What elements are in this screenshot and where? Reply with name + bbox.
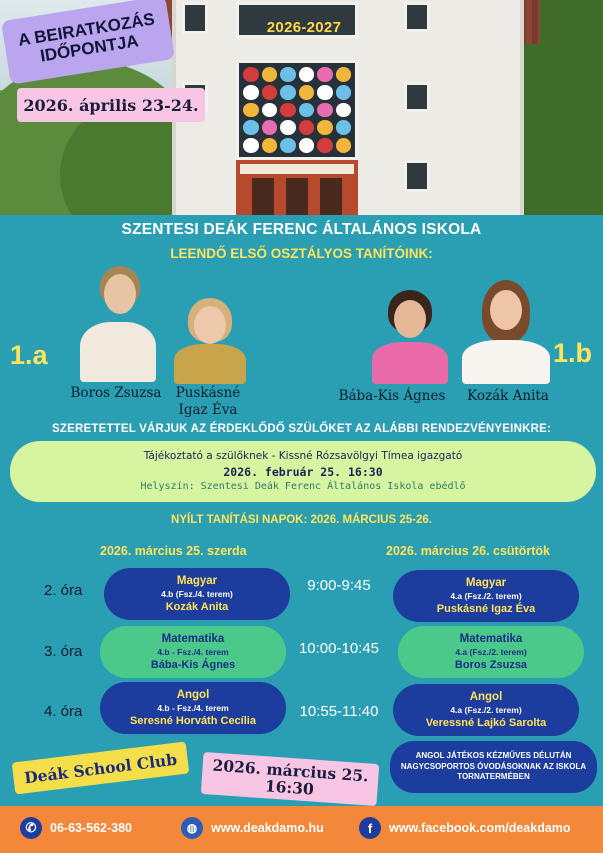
teachers-subtitle: LEENDŐ ELSŐ OSZTÁLYOS TANÍTÓINK:: [170, 246, 433, 261]
period-time: 10:55-11:40: [299, 703, 379, 720]
day-heading-2: 2026. március 26. csütörtök: [386, 544, 550, 558]
door: [286, 178, 308, 215]
lesson-subject: Magyar: [176, 574, 218, 587]
entrance-sign: [240, 164, 354, 174]
teacher-portrait: [370, 290, 450, 384]
lesson-teacher: Seresné Horváth Cecília: [130, 714, 256, 727]
phone-icon: ✆: [20, 817, 42, 839]
lesson-subject: Matematika: [161, 632, 225, 645]
lesson-room: 4.a (Fsz./2. terem): [450, 590, 522, 601]
phone-number: 06-63-562-380: [50, 821, 133, 835]
lesson-card: [104, 568, 290, 620]
day-heading-1: 2026. március 25. szerda: [100, 544, 247, 558]
door: [252, 178, 274, 215]
period-time: 9:00-9:45: [307, 577, 371, 594]
class-label-1b: 1.b: [553, 338, 593, 368]
school-name: SZENTESI DEÁK FERENC ÁLTALÁNOS ISKOLA: [121, 221, 482, 238]
teacher-name: Bába-Kis Ágnes: [338, 388, 446, 404]
open-days-heading: NYÍLT TANÍTÁSI NAPOK: 2026. MÁRCIUS 25-26.: [171, 514, 432, 526]
lesson-room: 4.b - Fsz./4. terem: [157, 646, 229, 657]
period-label: 4. óra: [44, 703, 83, 720]
enrollment-title-sticker: A BEIRATKOZÁS IDŐPONTJA: [1, 0, 175, 85]
teacher-name: Boros Zsuzsa: [70, 385, 162, 401]
club-date-sticker: 2026. március 25. 16:30: [201, 752, 380, 806]
lesson-subject: Angol: [469, 690, 503, 703]
footer-facebook[interactable]: [359, 817, 571, 839]
lesson-card: [393, 684, 579, 736]
lesson-subject: Magyar: [465, 576, 507, 589]
crafts-afternoon-badge: ANGOL JÁTÉKOS KÉZMŰVES DÉLUTÁN NAGYCSOPORTOS ÓVODÁSOKNAK AZ ISKOLA TORNATERMÉBEN: [390, 741, 597, 793]
window: [404, 160, 430, 192]
lesson-card: [100, 626, 286, 678]
lesson-card: [398, 626, 584, 678]
window: [182, 2, 208, 34]
info-event-title: Tájékoztató a szülőknek - Kissné Rózsavölgyi Tímea igazgató: [143, 450, 463, 463]
lesson-card: [100, 682, 286, 734]
enrollment-date-sticker: 2026. április 23-24.: [17, 88, 205, 122]
contact-footer: [0, 806, 603, 853]
info-event-date: 2026. február 25. 16:30: [223, 464, 383, 479]
footer-phone[interactable]: [20, 817, 132, 839]
lesson-subject: Matematika: [459, 632, 523, 645]
lesson-room: 4.a (Fsz./2. terem): [455, 646, 527, 657]
parent-info-event: [10, 441, 596, 502]
info-event-location: Helyszín: Szentesi Deák Ferenc Általános Iskola ebédlő: [140, 480, 466, 492]
period-label: 3. óra: [44, 643, 83, 660]
school-photo: [0, 0, 603, 215]
window-mural: [236, 60, 358, 160]
teacher-portrait: [170, 298, 250, 384]
school-year: 2026-2027: [266, 18, 342, 36]
lesson-teacher: Veressné Lajkó Sarolta: [425, 716, 547, 729]
period-label: 2. óra: [44, 582, 83, 599]
teacher-portrait: [458, 280, 554, 384]
facebook-icon: f: [359, 817, 381, 839]
globe-icon: ◍: [181, 817, 203, 839]
lesson-teacher: Bába-Kis Ágnes: [150, 658, 236, 671]
lesson-teacher: Boros Zsuzsa: [454, 658, 528, 671]
lesson-teacher: Kozák Anita: [165, 600, 229, 613]
lesson-room: 4.b (Fsz./4. terem): [161, 588, 233, 599]
facebook-link: www.facebook.com/deakdamo: [389, 821, 571, 835]
window: [404, 82, 430, 112]
class-label-1a: 1.a: [10, 340, 48, 370]
lesson-room: 4.b - Fsz./4. terem: [157, 702, 229, 713]
period-time: 10:00-10:45: [298, 640, 380, 657]
website-link: www.deakdamo.hu: [211, 821, 324, 835]
teacher-name: Puskásné Igaz Éva: [175, 385, 241, 418]
invite-text: SZERETETTEL VÁRJUK AZ ÉRDEKLŐDŐ SZÜLŐKET AZ ALÁBBI RENDEZVÉNYEINKRE:: [52, 423, 551, 435]
lesson-teacher: Puskásné Igaz Éva: [436, 602, 536, 615]
lesson-room: 4.a (Fsz./2. terem): [450, 704, 522, 715]
school-club-sticker: Deák School Club: [12, 741, 190, 794]
door: [320, 178, 342, 215]
teacher-portrait: [78, 266, 158, 382]
lesson-card: [393, 570, 579, 622]
footer-website[interactable]: [181, 817, 324, 839]
lesson-subject: Angol: [176, 688, 210, 701]
window: [404, 2, 430, 32]
teacher-name: Kozák Anita: [467, 388, 549, 404]
